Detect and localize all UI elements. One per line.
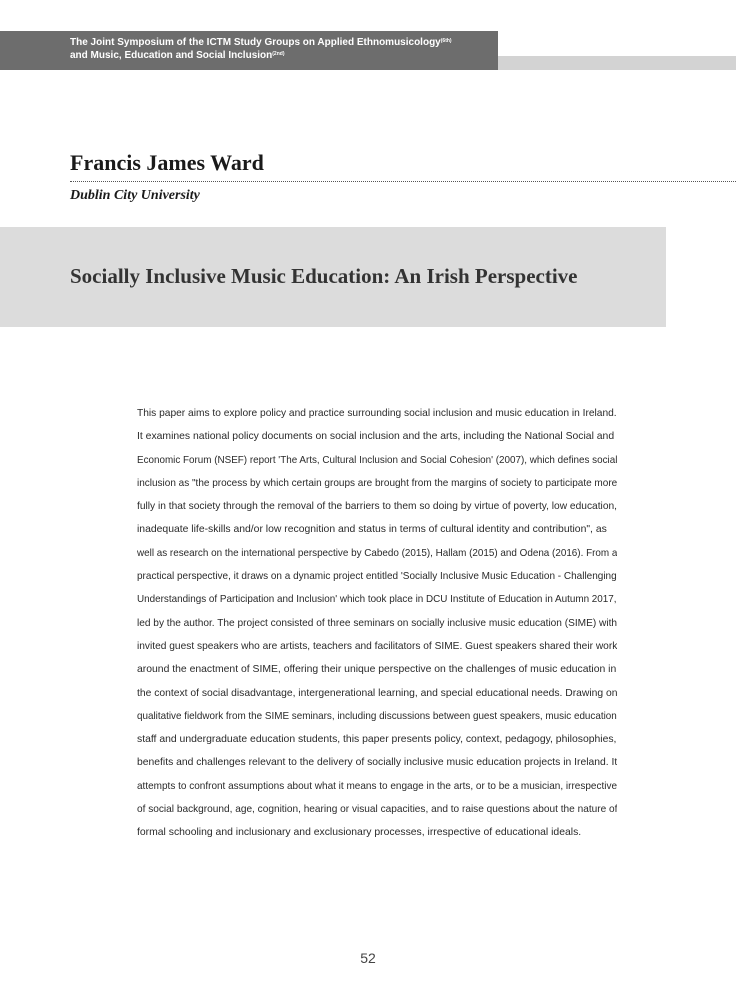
edition-superscript: (6th) — [440, 38, 452, 44]
abstract-line: fully in that society through the removal of the barriers to them so doing by virtue of poverty, low education, — [137, 501, 617, 513]
abstract-line: Economic Forum (NSEF) report 'The Arts, Cultural Inclusion and Social Cohesion' (2007), which defines social — [137, 454, 617, 466]
abstract-line: This paper aims to explore policy and practice surrounding social inclusion and music education in Ireland. — [137, 408, 617, 419]
abstract-line: around the enactment of SIME, offering their unique perspective on the challenges of music education in — [137, 664, 617, 676]
abstract-line: inclusion as "the process by which certain groups are brought from the margins of society to participate more — [137, 477, 617, 489]
author-affiliation: Dublin City University — [70, 188, 200, 203]
abstract — [137, 402, 617, 845]
paper-title: Socially Inclusive Music Education: An Irish Perspective — [70, 264, 578, 288]
abstract-line: Understandings of Participation and Inclusion' which took place in DCU Institute of Education in Autumn 2017, — [137, 594, 617, 606]
running-header — [70, 36, 452, 62]
abstract-line: invited guest speakers who are artists, teachers and facilitators of SIME. Guest speakers shared their work — [137, 640, 617, 652]
abstract-line: qualitative fieldwork from the SIME seminars, including discussions between guest speakers, music education — [137, 710, 617, 722]
running-header-line-1: The Joint Symposium of the ICTM Study Groups on Applied Ethnomusicology$^{(6th)}$ — [70, 37, 452, 48]
abstract-line: the context of social disadvantage, intergenerational learning, and special educational needs. Drawing on — [137, 687, 617, 699]
abstract-line: staff and undergraduate education students, this paper presents policy, context, pedagogy, philosophies, — [137, 734, 617, 746]
edition-superscript: (2nd) — [272, 51, 285, 57]
abstract-line: formal schooling and inclusionary and exclusionary processes, irrespective of educational ideals. — [137, 827, 582, 839]
dotted-divider — [70, 181, 736, 182]
abstract-line: led by the author. The project consisted of three seminars on socially inclusive music education (SIME) with — [137, 617, 617, 629]
abstract-line: well as research on the international perspective by Cabedo (2015), Hallam (2015) and Odena (2016). From a — [137, 547, 617, 559]
abstract-line: benefits and challenges relevant to the delivery of socially inclusive music education projects in Ireland. It — [137, 757, 617, 769]
page-number: 52 — [360, 950, 376, 966]
abstract-line: attempts to confront assumptions about what it means to engage in the arts, or to be a musician, irrespective — [137, 780, 617, 792]
abstract-line: It examines national policy documents on social inclusion and the arts, including the National Social and — [137, 431, 615, 443]
abstract-line: inadequate life-skills and/or low recognition and status in terms of cultural identity and contribution", as — [137, 524, 607, 536]
author-name: Francis James Ward — [70, 150, 264, 175]
abstract-line: practical perspective, it draws on a dynamic project entitled 'Socially Inclusive Music Education - Challenging — [137, 571, 617, 583]
running-header-line-2: and Music, Education and Social Inclusion$^{(2nd)}$ — [70, 50, 285, 61]
abstract-line: of social background, age, cognition, hearing or visual capacities, and to raise questions about the nature of — [137, 804, 617, 816]
